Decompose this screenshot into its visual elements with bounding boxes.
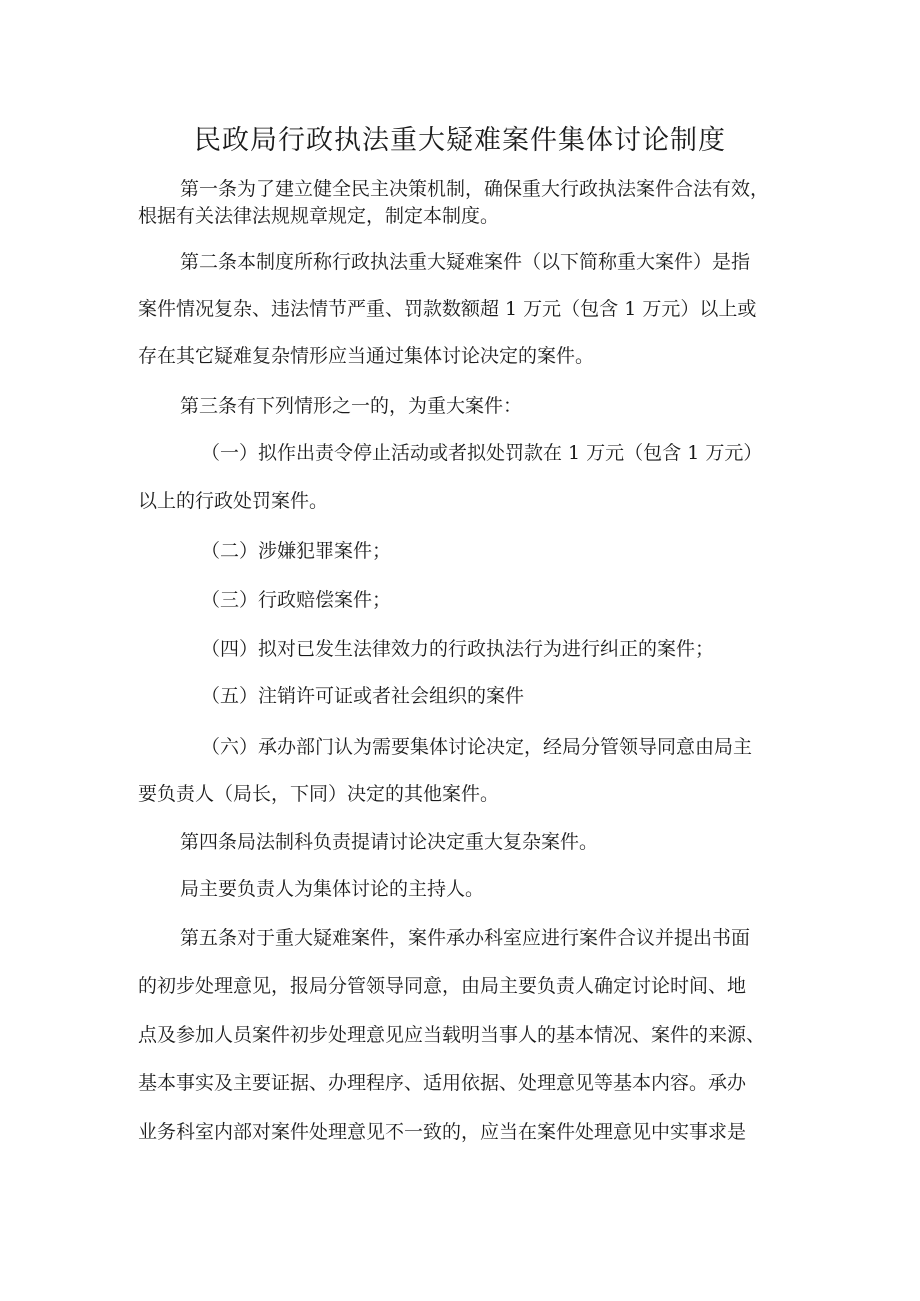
- paragraph-line: 第四条局法制科负责提请讨论决定重大复杂案件。: [180, 831, 599, 853]
- paragraph-line: （三）行政赔偿案件；: [201, 589, 392, 611]
- paragraph-line: 存在其它疑难复杂情形应当通过集体讨论决定的案件。: [138, 345, 595, 367]
- paragraph-line: （四）拟对已发生法律效力的行政执法行为进行纠正的案件；: [201, 638, 715, 660]
- document-title: 民政局行政执法重大疑难案件集体讨论制度: [194, 125, 726, 156]
- paragraph-line: （一）拟作出责令停止活动或者拟处罚款在 1 万元（包含 1 万元）: [201, 442, 763, 464]
- paragraph-line: 案件情况复杂、违法情节严重、罚款数额超 1 万元（包含 1 万元）以上或: [138, 298, 757, 320]
- paragraph-line: 局主要负责人为集体讨论的主持人。: [180, 878, 485, 900]
- paragraph-line: 以上的行政处罚案件。: [138, 490, 329, 512]
- paragraph-line: 第二条本制度所称行政执法重大疑难案件（以下简称重大案件）是指: [180, 251, 751, 273]
- paragraph-line: 第三条有下列情形之一的，为重大案件：: [180, 395, 523, 417]
- paragraph-line: （二）涉嫌犯罪案件；: [201, 540, 392, 562]
- paragraph-line: 第五条对于重大疑难案件，案件承办科室应进行案件合议并提出书面: [180, 927, 751, 949]
- paragraph-line: 基本事实及主要证据、办理程序、适用依据、处理意见等基本内容。承办: [138, 1072, 747, 1094]
- paragraph-line: 根据有关法律法规规章规定，制定本制度。: [138, 205, 500, 227]
- paragraph-line: 点及参加人员案件初步处理意见应当载明当事人的基本情况、案件的来源、: [138, 1024, 766, 1046]
- paragraph-line: （六）承办部门认为需要集体讨论决定，经局分管领导同意由局主: [201, 736, 753, 758]
- paragraph-line: 的初步处理意见，报局分管领导同意，由局主要负责人确定讨论时间、地: [138, 975, 747, 997]
- paragraph-line: 第一条为了建立健全民主决策机制，确保重大行政执法案件合法有效，: [180, 178, 770, 200]
- paragraph-line: 要负责人（局长，下同）决定的其他案件。: [138, 783, 500, 805]
- paragraph-line: 业务科室内部对案件处理意见不一致的，应当在案件处理意见中实事求是: [138, 1121, 747, 1143]
- paragraph-line: （五）注销许可证或者社会组织的案件: [201, 685, 525, 707]
